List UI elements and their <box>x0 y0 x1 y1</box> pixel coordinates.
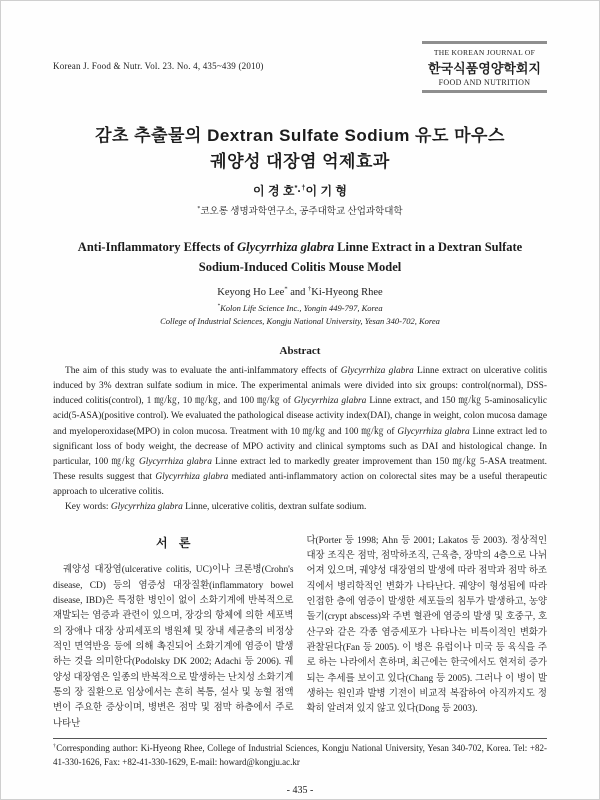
footnote-divider <box>53 738 547 739</box>
page-footer <box>53 738 547 796</box>
affiliation-english-2: College of Industrial Sciences, Kongju National University, Yesan 340-702, Korea <box>160 316 440 327</box>
journal-citation: Korean J. Food & Nutr. Vol. 23. No. 4, 435~439 (2010) <box>53 61 264 71</box>
page-number: - 435 - <box>286 784 314 796</box>
keywords-line: Key words: Glycyrrhiza glabra Linne, ulcerative colitis, dextran sulfate sodium. <box>65 501 367 512</box>
journal-name-en-bottom: FOOD AND NUTRITION <box>438 78 531 87</box>
journal-logo-box <box>422 41 547 93</box>
corresponding-author-footnote: †Corresponding author: Ki-Hyeong Rhee, College of Industrial Sciences, Kongju National University, Yesan 340-702, Korea. Tel: +82-41-330-1626, Fax: +82-41-330-1629, E-mail: howard@kongju.ac.kr <box>53 742 547 767</box>
authors-english: Keyong Ho Lee* and †Ki-Hyeong Rhee <box>217 285 383 298</box>
affiliation-english-1: *Kolon Life Science Inc., Yongin 449-797, Korea <box>217 303 383 313</box>
article-title-korean-line1: 감초 추출물의 Dextran Sulfate Sodium 유도 마우스 <box>95 126 505 145</box>
abstract-text: The aim of this study was to evaluate the anti-inlfammatory effects of Glycyrrhiza glabra Linne extract on ulcerative colitis induced by 3% dextran sulfate sodium in mice. The experimental animals were divided into six groups: control(normal), DSS-induced colitis(control), 1 ㎎/㎏, 10 ㎎/㎏, and 100 ㎎/㎏ of Glycyrrhiza glabra Linne extract, and 150 ㎎/㎏ 5-aminosalicylic acid(5-ASA)(positive control). We evaluated the pathological disease activity index(DAI), change in weight, colon mucosa damage and myeloperoxidase(MPO) in colon mucosa. Treatment with 10 ㎎/㎏ and 100 ㎎/㎏ of Glycyrrhiza glabra Linne extract led to significant loss of body weight, the decrease of MPO activity and clinical symptoms such as DAI and histological change. In particular, 100 ㎎/㎏ Glycyrrhiza glabra Linne extract led to markedly greater improvement than 150 ㎎/㎏ 5-ASA treatment. These results suggest that Glycyrrhiza glabra mediated anti-inflammatory action on colorectal sites may be a useful therapeutic approach to ulcerative colitis. <box>53 366 548 497</box>
journal-name-korean: 한국식품영양학회지 <box>427 61 541 76</box>
intro-paragraph-right: 다(Porter 등 1998; Ahn 등 2001; Lakatos 등 2003). 정상적인 대장 조직은 점막, 점막하조직, 근육층, 장막의 4층으로 나뉘어져 있으며, 궤양성 대장염의 발생에 따라 점막과 점막 하조직에서 병리학적인 변화가 나타난다. 궤양이 형성됨에 따라 인접한 층에 염증이 발생한 세포들의 침투가 발생하고, 농양돌기(crypt abscess)와 주변 혈관에 염증의 발생 및 호중구, 호산구와 같은 각종 염증세포가 나타나는 비특이적인 변화가 관찰된다(Fan 등 2005). 이 병은 유럽이나 미국 등 육식을 주로 하는 나라에서 흔하며, 최근에는 한국에서도 현저히 증가되는 추세를 보이고 있다(Chang 등 2005). 그러나 이 병이 발생하는 원인과 발병 기전이 비교적 복잡하여 아직까지도 정확히 알려져 있지 않고 있다(Dong 등 2003). <box>306 535 547 715</box>
page-header <box>53 41 547 93</box>
intro-column-left <box>53 534 294 732</box>
introduction-section <box>53 534 547 732</box>
intro-column-right <box>307 534 548 732</box>
intro-paragraph-left: 궤양성 대장염(ulcerative colitis, UC)이나 크론병(Crohn's disease, CD) 등의 염증성 대장질환(inflammatory bowel disease, IBD)은 특정한 병인이 없이 소화기계에 반복적으로 재발되는 염증과 관련이 있으며, 장강의 항체에 의한 세포벽의 장애나 대장 상피세포의 병원체 및 장내 세균총의 비정상적인 면역반응 등에 의해 촉진되어 소화기계에 염증이 발생하는 것을 의미한다(Podolsky DK 2002; Adachi 등 2006). 궤양성 대장염은 일종의 반복적으로 발생하는 난치성 소화기계통의 장 질환으로 임상에서는 흔히 복통, 설사 및 농혈 점액변이 주요한 증상이며, 병변은 점막 및 점막 하층에서 주로 나타난 <box>53 565 294 729</box>
abstract-heading: Abstract <box>279 345 321 358</box>
introduction-heading: 서 론 <box>155 535 191 550</box>
affiliation-korean: *코오롱 생명과학연구소, 공주대학교 산업과학대학 <box>197 205 403 217</box>
authors-korean: 이 경 호*·†이 기 형 <box>253 183 347 198</box>
journal-name-en-top: THE KOREAN JOURNAL OF <box>433 48 536 57</box>
article-title-korean-line2: 궤양성 대장염 억제효과 <box>210 151 390 171</box>
article-title-english: Anti-Inflammatory Effects of Glycyrrhiza glabra Linne Extract in a Dextran Sulfate Sodium-Induced Colitis Mouse Model <box>77 240 523 274</box>
article-title-korean <box>53 123 547 174</box>
